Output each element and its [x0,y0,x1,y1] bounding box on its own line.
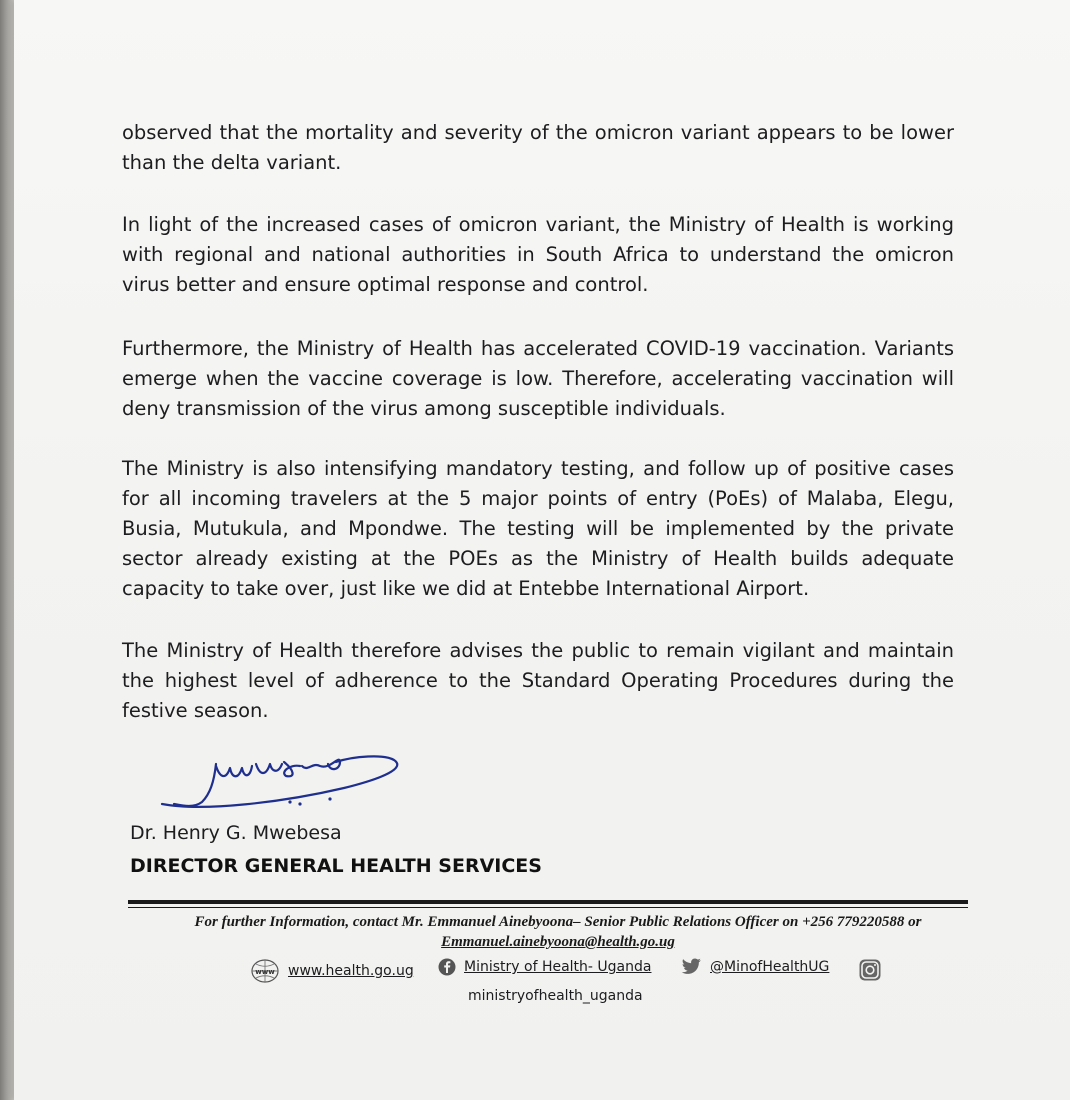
paragraph-advisory: The Ministry of Health therefore advises the public to remain vigilant and maintain the highest level of adherence to the Standard Operating Procedures during the festive season. [122,639,954,722]
globe-icon [250,958,280,984]
facebook-icon [438,958,456,976]
contact-email-link[interactable]: Emmanuel.ainebyoona@health.go.ug [441,934,675,950]
twitter-label: @MinofHealthUG [710,959,830,975]
instagram-link[interactable] [858,958,882,982]
website-link[interactable] [250,958,414,984]
facebook-label: Ministry of Health- Uganda [464,959,652,975]
twitter-link[interactable] [680,958,829,976]
instagram-label: ministryofhealth_uganda [468,988,643,1004]
footer-divider-thin [128,907,968,908]
handwritten-signature [144,742,414,822]
website-label: www.health.go.ug [288,963,414,979]
instagram-icon [858,958,882,982]
paragraph-regional-cooperation: In light of the increased cases of omicron variant, the Ministry of Health is working with regional and national authorities in South Africa to understand the omicron virus better and ensure optimal response and control. [122,213,954,296]
footer-divider-thick [128,900,968,904]
contact-info [130,912,986,952]
svg-text:www: www [255,968,275,976]
contact-text: For further Information, contact Mr. Emmanuel Ainebyoona– Senior Public Relations Officer on +256 779220588 or [194,914,922,930]
signatory-name: Dr. Henry G. Mwebesa [130,822,342,844]
paragraph-testing: The Ministry is also intensifying mandatory testing, and follow up of positive cases for all incoming travelers at the 5 major points of entry (PoEs) of Malaba, Elegu, Busia, Mutukula, and Mpondwe. The testing will be implemented by the private sector already existing at the POEs as the Ministry of Health builds adequate capacity to take over, just like we did at Entebbe International Airport. [122,457,954,600]
facebook-link[interactable] [438,958,651,976]
scan-edge [0,0,14,1100]
paragraph-omicron-severity: observed that the mortality and severity of the omicron variant appears to be lower than the delta variant. [122,121,954,174]
twitter-icon [680,958,702,976]
paragraph-vaccination: Furthermore, the Ministry of Health has accelerated COVID-19 vaccination. Variants emerge when the vaccine coverage is low. Therefore, accelerating vaccination will deny transmission of the virus among susceptible individuals. [122,337,954,420]
signatory-title: DIRECTOR GENERAL HEALTH SERVICES [130,855,542,877]
social-links [0,958,1070,1018]
